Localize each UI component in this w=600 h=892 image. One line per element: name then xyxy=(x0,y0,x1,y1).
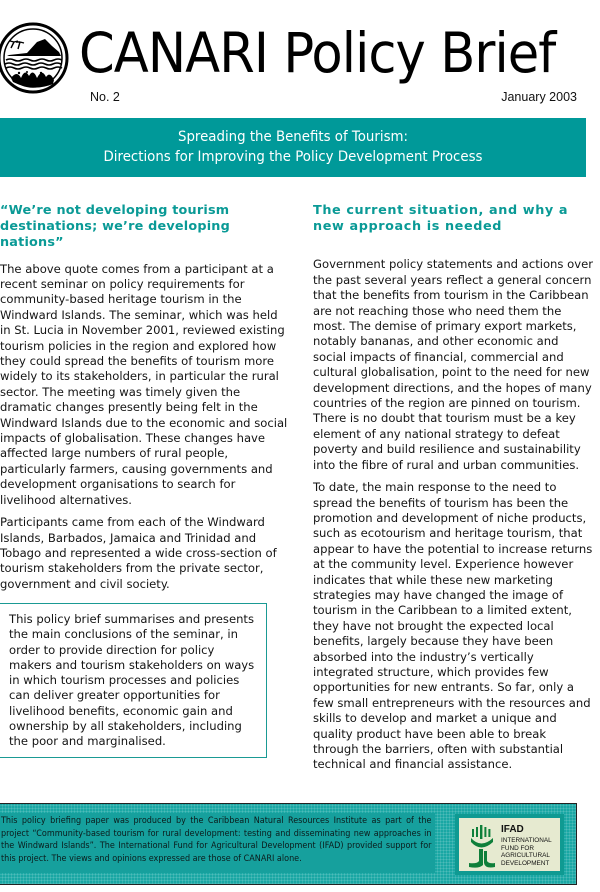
banner-title-line1: Spreading the Benefits of Tourism: xyxy=(177,129,409,145)
footer-credits xyxy=(0,803,577,885)
right-paragraph: Government policy statements and actions over the past several years reflect a general concern that the benefits from tourism in the Caribbean are not reaching those who need them the most. The demise of primary export markets, notably bananas, and other economic and social impacts of financial, commercial and cultural globalisation, point to the need for new development directions, and the hopes of many countries of the region are pinned on tourism. There is no doubt that tourism must be a key element of any national strategy to defeat poverty and build resilience and sustainability into the fibre of rural and urban communities. xyxy=(313,257,593,472)
left-column xyxy=(0,203,288,599)
issue-number: No. 2 xyxy=(90,90,120,104)
section-heading: The current situation, and why a new approach is needed xyxy=(313,203,569,235)
issue-date: January 2003 xyxy=(501,90,577,104)
ifad-subtitle xyxy=(501,837,552,867)
quote-heading: “We’re not developing tourism destinations; we’re developing nations” xyxy=(0,203,230,251)
ifad-title: IFAD xyxy=(501,824,524,835)
canari-island-logo-icon xyxy=(0,22,69,94)
masthead-title: CANARI Policy Brief xyxy=(79,21,556,85)
ifad-line: AGRICULTURAL xyxy=(501,852,550,860)
ifad-wheat-emblem-icon xyxy=(467,823,497,869)
summary-text: This policy brief summarises and presents the main conclusions of the seminar, in order to provide direction for policy makers and tourism stakeholders on ways in which tourism processes and policies can deliver greater opportunities for livelihood benefits, economic gain and ownership by all stakeholders, including the poor and marginalised. xyxy=(9,612,255,749)
summary-box xyxy=(0,603,267,758)
left-paragraph: The above quote comes from a participant at a recent seminar on policy requirements for community-based heritage tourism in the Windward Islands. The seminar, which was held in St. Lucia in November 2001, reviewed existing tourism policies in the region and explored how they could spread the benefits of tourism more widely to its stakeholders, in particular the rural sector. The meeting was timely given the dramatic changes presently being felt in the Windward Islands due to the economic and social impacts of globalisation. These changes have affected large numbers of rural people, particularly farmers, causing governments and development organisations to search for livelihood alternatives. xyxy=(0,261,288,507)
banner-title-line2: Directions for Improving the Policy Development Process xyxy=(103,149,483,165)
right-paragraph: To date, the main response to the need to spread the benefits of tourism has been the promotion and development of niche products, such as ecotourism and heritage tourism, that appear to have the potential to increase returns at the community level. Experience however indicates that while these new marketing strategies may have changed the image of tourism in the Caribbean to a limited extent, they have not brought the expected local benefits, largely because they have been absorbed into the industry’s vertically integrated structure, which provides few opportunities for new entrants. So far, only a few small entrepreneurs with the resources and skills to develop and market a unique and quality product have been able to break through the barriers, often with substantial technical and financial assistance. xyxy=(313,480,593,772)
title-banner xyxy=(0,118,586,177)
left-paragraph: Participants came from each of the Windward Islands, Barbados, Jamaica and Trinidad and Tobago and represented a wide cross-section of tourism stakeholders from the private sector, government and civil society. xyxy=(0,515,277,591)
ifad-line: FUND FOR xyxy=(501,844,535,852)
right-column xyxy=(313,203,595,780)
ifad-logo xyxy=(455,814,564,875)
footer-text: This policy briefing paper was produced by the Caribbean Natural Resources Institute as part of the project “Community-based tourism for rural development: testing and disseminating new approaches in the Windward Islands”. The International Fund for Agricultural Development (IFAD) provided support for this project. The views and opinions expressed are those of CANARI alone. xyxy=(1,816,432,864)
ifad-line: DEVELOPMENT xyxy=(501,859,550,867)
ifad-line: INTERNATIONAL xyxy=(501,837,552,844)
